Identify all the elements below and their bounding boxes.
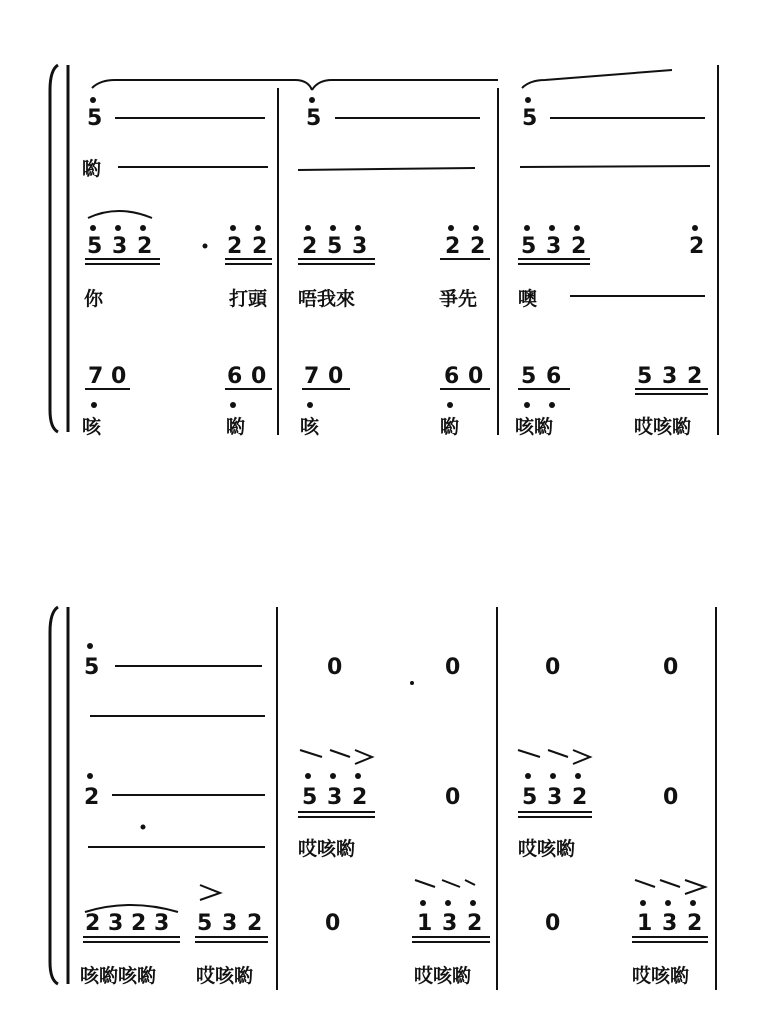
note: 5 bbox=[637, 364, 653, 389]
note: 0 bbox=[445, 785, 461, 810]
note: 1 bbox=[637, 911, 653, 936]
note: 0 bbox=[325, 911, 341, 936]
note: 6 bbox=[227, 364, 243, 389]
note: 2 bbox=[467, 911, 483, 936]
note: 0 bbox=[663, 655, 679, 680]
accent bbox=[635, 880, 705, 894]
octave-dots bbox=[90, 97, 698, 408]
underline bbox=[83, 937, 708, 942]
lyric: 打頭 bbox=[229, 288, 268, 310]
note: 5 bbox=[327, 234, 343, 259]
note: 2 bbox=[687, 364, 703, 389]
accent bbox=[518, 750, 590, 764]
note: 5 bbox=[522, 106, 538, 131]
note: 5 bbox=[521, 364, 537, 389]
system-2 bbox=[50, 607, 716, 990]
underline bbox=[85, 389, 708, 394]
system-brace bbox=[50, 607, 58, 984]
lyric: 喲 bbox=[226, 416, 246, 438]
slur bbox=[522, 70, 672, 88]
lyric: 咳喲 bbox=[515, 416, 554, 438]
system-1-text bbox=[82, 106, 704, 438]
lyric: 噢 bbox=[518, 288, 538, 310]
note: 6 bbox=[444, 364, 460, 389]
lyric: 咳 bbox=[300, 416, 320, 438]
slur bbox=[88, 211, 152, 218]
note: 7 bbox=[88, 364, 104, 389]
note: 2 bbox=[302, 234, 318, 259]
note: 2 bbox=[84, 785, 100, 810]
note: 0 bbox=[468, 364, 484, 389]
note: 6 bbox=[546, 364, 562, 389]
note: 5 bbox=[87, 234, 103, 259]
note: 2 bbox=[571, 234, 587, 259]
note: 5 bbox=[84, 655, 100, 680]
lyric: 喲 bbox=[440, 416, 460, 438]
note: 3 bbox=[662, 364, 678, 389]
note: 2 bbox=[445, 234, 461, 259]
note: 3 bbox=[112, 234, 128, 259]
note: 2 bbox=[85, 911, 101, 936]
lyric: 哎咳喲 bbox=[414, 965, 472, 987]
lyric: 哎咳喲 bbox=[634, 416, 692, 438]
octave-dots bbox=[87, 643, 696, 906]
note: 3 bbox=[546, 234, 562, 259]
note: 0 bbox=[445, 655, 461, 680]
note: 2 bbox=[352, 785, 368, 810]
note: 0 bbox=[251, 364, 267, 389]
accent bbox=[300, 750, 372, 764]
note: 0 bbox=[327, 655, 343, 680]
note: 3 bbox=[154, 911, 170, 936]
note: 5 bbox=[302, 785, 318, 810]
lyric: 咳 bbox=[82, 416, 102, 438]
accent bbox=[200, 885, 220, 900]
note: 0 bbox=[545, 655, 561, 680]
note: 2 bbox=[227, 234, 243, 259]
note: 2 bbox=[687, 911, 703, 936]
underline bbox=[85, 259, 705, 296]
note: 5 bbox=[522, 785, 538, 810]
note: 5 bbox=[87, 106, 103, 131]
note: 3 bbox=[442, 911, 458, 936]
note: 2 bbox=[572, 785, 588, 810]
note: 5 bbox=[521, 234, 537, 259]
lyric: 你 bbox=[84, 288, 104, 310]
note: 2 bbox=[137, 234, 153, 259]
lyric: 咳喲咳喲 bbox=[80, 965, 157, 987]
note: 0 bbox=[545, 911, 561, 936]
note: 3 bbox=[222, 911, 238, 936]
lyric: 哎咳喲 bbox=[632, 965, 690, 987]
note: 1 bbox=[417, 911, 433, 936]
note: 2 bbox=[247, 911, 263, 936]
lyric: 哎咳喲 bbox=[196, 965, 254, 987]
note: 0 bbox=[328, 364, 344, 389]
note: 3 bbox=[662, 911, 678, 936]
lyric: 哎咳喲 bbox=[518, 838, 576, 860]
note: 3 bbox=[108, 911, 124, 936]
note: 2 bbox=[131, 911, 147, 936]
note: 2 bbox=[252, 234, 268, 259]
note: 2 bbox=[470, 234, 486, 259]
note: 0 bbox=[111, 364, 127, 389]
accent bbox=[415, 880, 475, 887]
note: 2 bbox=[689, 234, 705, 259]
note: 3 bbox=[352, 234, 368, 259]
lyric: 爭先 bbox=[439, 288, 478, 310]
hold-dash bbox=[298, 168, 475, 170]
lyric: 喲 bbox=[82, 158, 102, 180]
system-brace bbox=[50, 65, 58, 432]
note: 3 bbox=[327, 785, 343, 810]
lyric: 哎咳喲 bbox=[298, 838, 356, 860]
note: 5 bbox=[306, 106, 322, 131]
hold-dash bbox=[520, 166, 710, 167]
lyric: 唔我來 bbox=[298, 288, 356, 310]
note: 3 bbox=[547, 785, 563, 810]
note: 5 bbox=[197, 911, 213, 936]
slur bbox=[312, 80, 498, 90]
underline bbox=[298, 812, 592, 817]
note: 7 bbox=[304, 364, 320, 389]
note: 0 bbox=[663, 785, 679, 810]
